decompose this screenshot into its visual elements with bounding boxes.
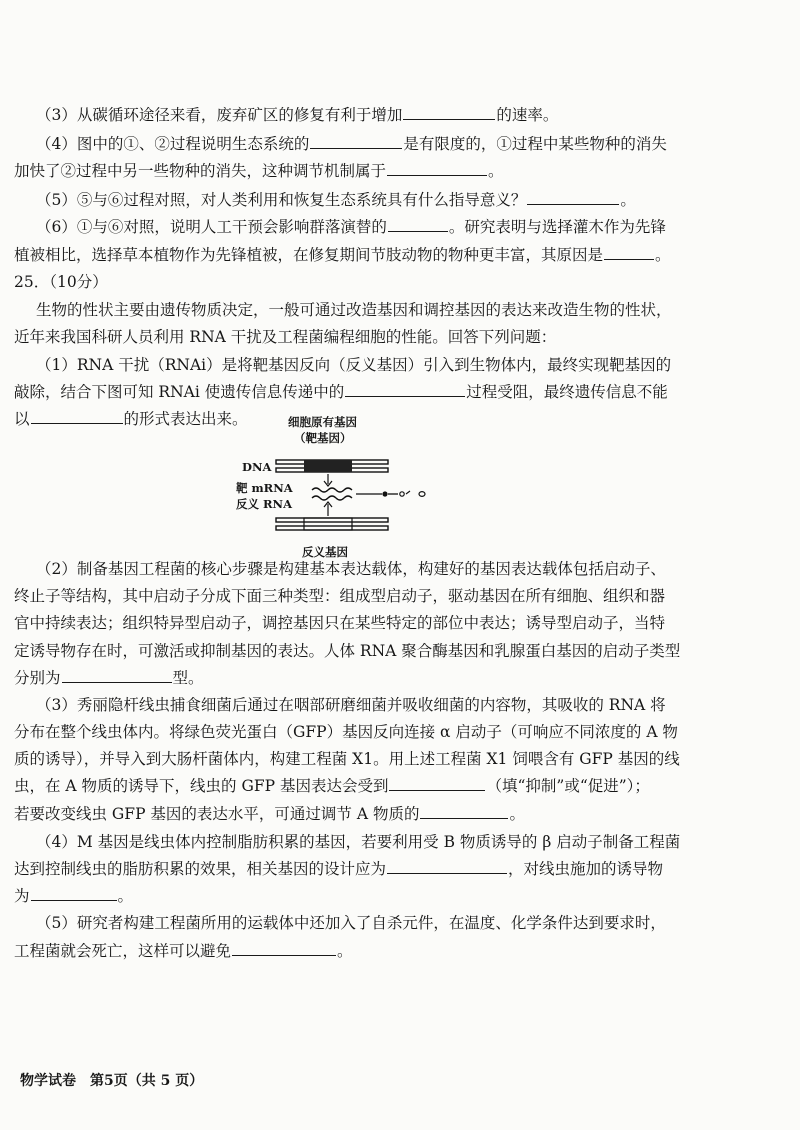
q24-4a: （4）图中的①、②过程说明生态系统的 是有限度的，①过程中某些物种的消失 bbox=[36, 135, 667, 153]
q25-2c: 官中持续表达；组织特异型启动子，调控基因只在某些特定的部位中表达；诱导型启动子，当特 bbox=[14, 614, 666, 632]
antisense-gene-block bbox=[304, 518, 352, 530]
q25-3c: 质的诱导），并导入到大肠杆菌体内，构建工程菌 X1。用上述工程菌 X1 饲喂含有 GFP 基因的线 bbox=[14, 750, 680, 768]
dna-label: DNA bbox=[242, 460, 272, 474]
q25-2d: 定诱导物存在时，可激活或抑制基因的表达。人体 RNA 聚合酶基因和乳腺蛋白基因的启动子类型 bbox=[14, 642, 681, 660]
q25-2b: 终止子等结构，其中启动子分成下面三种类型：组成型启动子，驱动基因在所有细胞、组织和器 bbox=[14, 587, 666, 605]
answer-blank[interactable] bbox=[62, 667, 172, 683]
answer-blank[interactable] bbox=[31, 408, 123, 424]
q25-3b: 分布在整个线虫体内。将绿色荧光蛋白（GFP）基因反向连接 α 启动子（可响应不同浓度的 A 物 bbox=[14, 723, 678, 741]
q24-3: （3）从碳循环途径来看，废弃矿区的修复有利于增加 的速率。 bbox=[36, 106, 559, 124]
antisense-gene-label: 反义基因 bbox=[302, 545, 348, 559]
answer-blank[interactable] bbox=[389, 775, 485, 791]
q25-intro: 近年来我国科研人员利用 RNA 干扰及工程菌编程细胞的性能。回答下列问题： bbox=[14, 328, 557, 346]
q25-3e: 若要改变线虫 GFP 基因的表达水平，可通过调节 A 物质的 。 bbox=[14, 805, 525, 823]
answer-blank[interactable] bbox=[403, 104, 495, 120]
q24-6a: （6）①与⑥对照，说明人工干预会影响群落演替的 。研究表明与选择灌木作为先锋 bbox=[36, 218, 666, 236]
diagram-title: 细胞原有基因 bbox=[288, 415, 357, 429]
q25-3d: 虫，在 A 物质的诱导下，线虫的 GFP 基因表达会受到 （填“抑制”或“促进”）； bbox=[14, 777, 650, 795]
answer-blank[interactable] bbox=[387, 160, 487, 176]
q25-1a: （1）RNA 干扰（RNAi）是将靶基因反向（反义基因）引入到生物体内，最终实现靶基因的 bbox=[36, 356, 672, 374]
answer-blank[interactable] bbox=[310, 133, 402, 149]
target-mrna-label: 靶 mRNA bbox=[236, 481, 293, 495]
antisense-rna-strand bbox=[312, 496, 352, 500]
answer-blank[interactable] bbox=[527, 189, 619, 205]
antisense-rna-label: 反义 RNA bbox=[236, 497, 292, 511]
rnai-schematic bbox=[232, 414, 452, 564]
q24-6b: 植被相比，选择草本植物作为先锋植被，在修复期间节肢动物的物种更丰富，其原因是 。 bbox=[14, 246, 671, 264]
q25-4c: 为 。 bbox=[14, 887, 134, 905]
answer-blank[interactable] bbox=[604, 244, 654, 260]
q25-5a: （5）研究者构建工程菌所用的运载体中还加入了自杀元件，在温度、化学条件达到要求时， bbox=[36, 914, 666, 932]
diagram-subtitle: （靶基因） bbox=[294, 431, 352, 445]
answer-blank[interactable] bbox=[387, 858, 507, 874]
q25-intro: 生物的性状主要由遗传物质决定，一般可通过改造基因和调控基因的表达来改造生物的性状， bbox=[36, 301, 672, 319]
answer-blank[interactable] bbox=[388, 216, 448, 232]
target-mrna-strand bbox=[312, 488, 352, 492]
answer-blank[interactable] bbox=[345, 381, 465, 397]
q25-4a: （4）M 基因是线虫体内控制脂肪积累的基因，若要利用受 B 物质诱导的 β 启动子制备工程菌 bbox=[36, 833, 681, 851]
answer-blank[interactable] bbox=[232, 940, 336, 956]
q25-2e: 分别为 型。 bbox=[14, 669, 204, 687]
q25-3a: （3）秀丽隐杆线虫捕食细菌后通过在咽部研磨细菌并吸收细菌的内容物，其吸收的 RNA 将 bbox=[36, 696, 666, 714]
q25-heading: 25．（10分） bbox=[14, 273, 108, 291]
q25-2a: （2）制备基因工程菌的核心步骤是构建基本表达载体，构建好的基因表达载体包括启动子、 bbox=[36, 560, 666, 578]
q25-1b: 敲除，结合下图可知 RNAi 使遗传信息传递中的 过程受阻，最终遗传信息不能 bbox=[14, 383, 668, 401]
q25-4b: 达到控制线虫的脂肪积累的效果，相关基因的设计应为 ，对线虫施加的诱导物 bbox=[14, 860, 664, 878]
q25-1c: 以 的形式表达出来。 bbox=[14, 410, 248, 428]
q24-5: （5）⑤与⑥过程对照，对人类利用和恢复生态系统具有什么指导意义？ 。 bbox=[36, 191, 636, 209]
target-gene-block bbox=[304, 460, 352, 472]
q24-4b: 加快了②过程中另一些物种的消失，这种调节机制属于 。 bbox=[14, 162, 504, 180]
q25-5b: 工程菌就会死亡，这样可以避免 。 bbox=[14, 942, 353, 960]
answer-blank[interactable] bbox=[31, 885, 117, 901]
answer-blank[interactable] bbox=[420, 803, 508, 819]
rnai-diagram bbox=[232, 414, 452, 564]
page-footer: 物学试卷 第5页（共 5 页） bbox=[20, 1073, 204, 1089]
